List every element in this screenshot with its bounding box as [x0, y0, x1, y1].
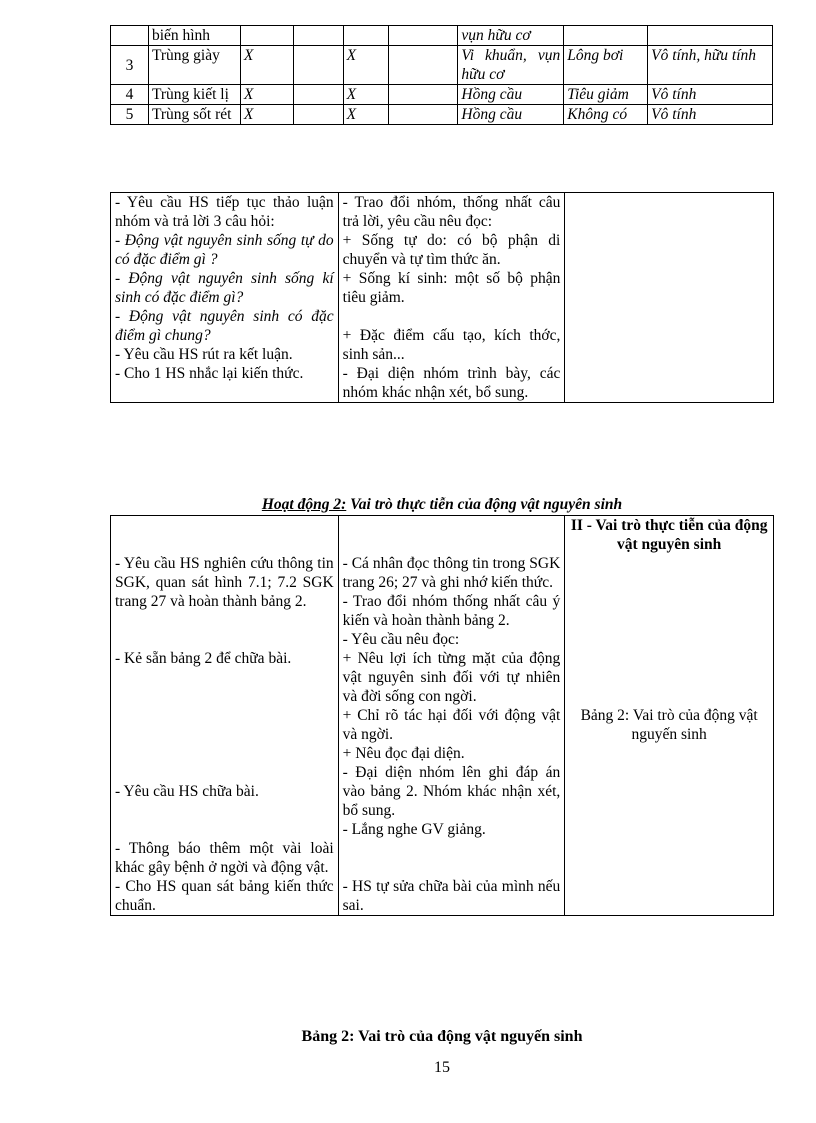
food-cell: Vi khuẩn, vụn hữu cơ [458, 46, 564, 85]
text-line: - Đại diện nhóm lên ghi đáp án vào bảng 2. Nhóm khác nhận xét, bổ sung. [342, 764, 561, 819]
table-row [111, 516, 774, 916]
mark-cell: X [240, 85, 293, 105]
mark-cell [293, 85, 343, 105]
mark-cell [293, 105, 343, 125]
mark-cell [388, 26, 458, 46]
text-line: - Cho 1 HS nhắc lại kiến thức. [115, 365, 304, 382]
text-line: + Đặc điểm cấu tạo, kích thớc, sinh sản... [342, 327, 561, 363]
movement-cell: Tiêu giảm [564, 85, 648, 105]
content-cell [565, 516, 774, 916]
text-line: - Yêu cầu HS rút ra kết luận. [115, 346, 293, 363]
activity-heading [110, 495, 774, 515]
food-cell: vụn hữu cơ [458, 26, 564, 46]
activity-heading-title: Vai trò thực tiễn của động vật nguyên sinh [346, 496, 623, 513]
text-line: - Lắng nghe GV giảng. [342, 821, 486, 838]
table-row [111, 193, 774, 403]
reproduction-cell: Vô tính [648, 105, 773, 125]
mark-cell [388, 85, 458, 105]
movement-cell: Lông bơi [564, 46, 648, 85]
text-line: - Trao đổi nhóm, thống nhất câu trả lời, yêu cầu nêu đọc: [342, 194, 561, 230]
text-line: + Nêu lợi ích từng mặt của động vật nguyên sinh đối với tự nhiên và đời sống con ngời. [342, 650, 561, 705]
text-line: - Trao đổi nhóm thống nhất câu ý kiến và hoàn thành bảng 2. [342, 593, 561, 629]
row-number: 3 [111, 46, 149, 85]
table-row [111, 26, 773, 46]
food-cell: Hồng cầu [458, 105, 564, 125]
movement-cell: Không có [564, 105, 648, 125]
question-text: - Động vật nguyên sinh có đặc điểm gì chung? [115, 308, 334, 344]
species-name: Trùng sốt rét [148, 105, 240, 125]
reproduction-cell [648, 26, 773, 46]
reproduction-cell: Vô tính [648, 85, 773, 105]
teacher-activity-cell [111, 516, 339, 916]
section-title: II - Vai trò thực tiễn của động vật nguyên sinh [570, 517, 768, 553]
mark-cell [343, 26, 388, 46]
mark-cell [388, 46, 458, 85]
text-line: - HS tự sửa chữa bài của mình nếu sai. [342, 878, 561, 914]
text-line: - Thông báo thêm một vài loài khác gây bệnh ở ngời và động vật. [115, 840, 334, 876]
text-line: - Yêu cầu nêu đọc: [342, 631, 460, 648]
text-line: - Yêu cầu HS nghiên cứu thông tin SGK, quan sát hình 7.1; 7.2 SGK trang 27 và hoàn thành bảng 2. [115, 555, 334, 610]
text-line: + Nêu đọc đại diện. [342, 745, 465, 762]
activity2-table [110, 515, 774, 916]
movement-cell [564, 26, 648, 46]
protozoa-comparison-table [110, 25, 773, 125]
teacher-activity-cell [111, 193, 339, 403]
text-line: + Sống kí sinh: một số bộ phận tiêu giảm. [342, 270, 561, 306]
mark-cell [388, 105, 458, 125]
mark-cell [293, 26, 343, 46]
page-number: 15 [434, 1059, 450, 1076]
activity-heading-prefix: Hoạt động 2: [261, 496, 347, 513]
text-line: - Yêu cầu HS chữa bài. [115, 783, 259, 800]
mark-cell: X [240, 46, 293, 85]
mark-cell: X [343, 105, 388, 125]
student-activity-cell [338, 516, 565, 916]
species-name: Trùng giày [148, 46, 240, 85]
row-number: 5 [111, 105, 149, 125]
text-line: - Đại diện nhóm trình bày, các nhóm khác nhận xét, bổ sung. [342, 365, 561, 401]
row-number: 4 [111, 85, 149, 105]
text-line: - Cá nhân đọc thông tin trong SGK trang 26; 27 và ghi nhớ kiến thức. [342, 555, 561, 591]
mark-cell: X [343, 85, 388, 105]
text-line: - Yêu cầu HS tiếp tục thảo luận nhóm và trả lời 3 câu hỏi: [115, 194, 334, 230]
activity1-table [110, 192, 774, 403]
row-number [111, 26, 149, 46]
mark-cell [240, 26, 293, 46]
question-text: - Động vật nguyên sinh sống kí sinh có đặc điểm gì? [115, 270, 334, 306]
mark-cell [293, 46, 343, 85]
mark-cell: X [343, 46, 388, 85]
table-row [111, 105, 773, 125]
food-cell: Hồng cầu [458, 85, 564, 105]
text-line: - Cho HS quan sát bảng kiến thức chuẩn. [115, 878, 334, 914]
reproduction-cell: Vô tính, hữu tính [648, 46, 773, 85]
table-row [111, 46, 773, 85]
table-row [111, 85, 773, 105]
question-text: - Động vật nguyên sinh sống tự do có đặc điểm gì ? [115, 232, 334, 268]
text-line: - Kẻ sẵn bảng 2 để chữa bài. [115, 650, 292, 667]
table-caption: Bảng 2: Vai trò của động vật nguyến sinh [301, 1028, 583, 1045]
content-cell [565, 193, 774, 403]
text-line: + Sống tự do: có bộ phận di chuyển và tự tìm thức ăn. [342, 232, 561, 268]
mark-cell: X [240, 105, 293, 125]
table-reference: Bảng 2: Vai trò của động vật nguyến sinh [580, 707, 758, 743]
text-line: + Chỉ rõ tác hại đối với động vật và ngời. [342, 707, 561, 743]
student-activity-cell [338, 193, 565, 403]
species-name: Trùng kiết lị [148, 85, 240, 105]
species-name: biến hình [148, 26, 240, 46]
